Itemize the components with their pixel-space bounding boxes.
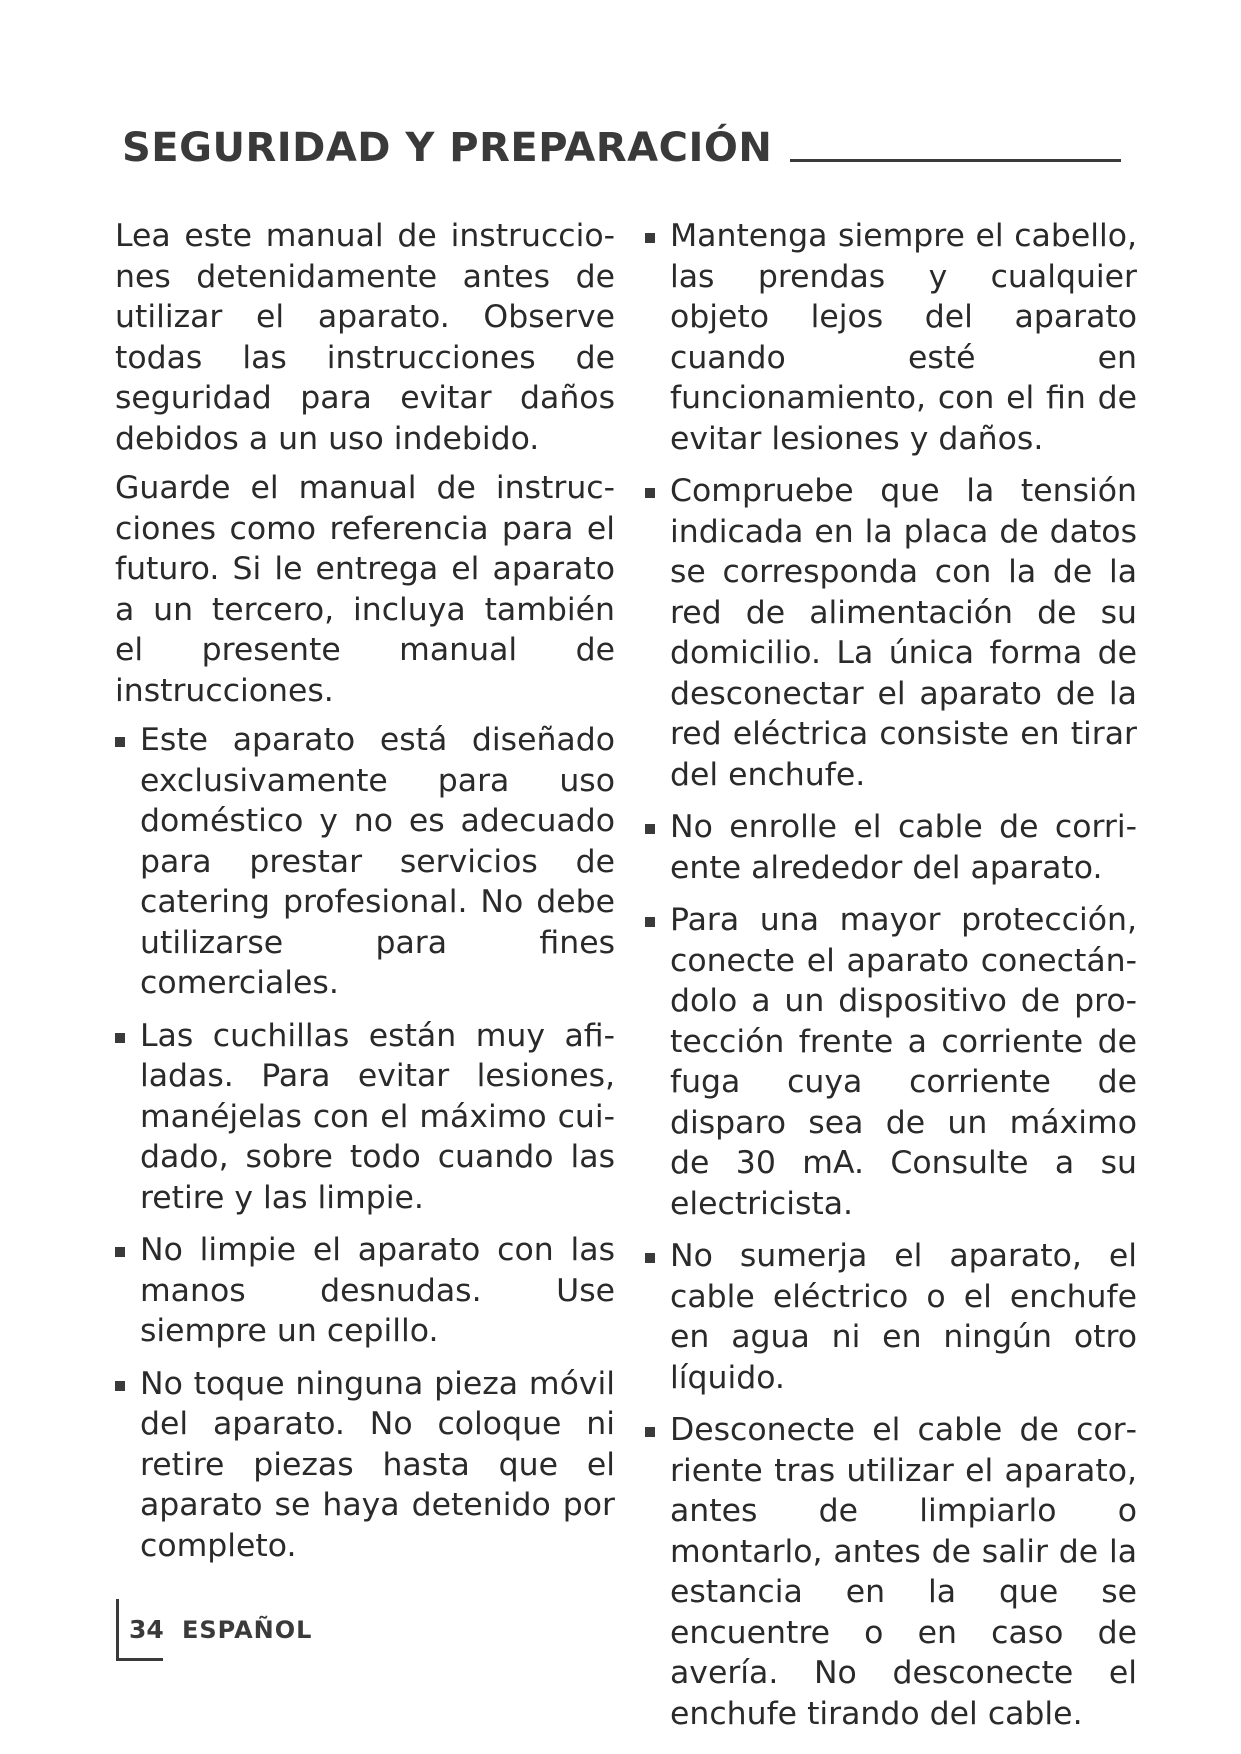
page-number: 34 — [129, 1615, 164, 1644]
safety-item — [115, 1230, 615, 1352]
footer-bracket-vertical — [116, 1599, 119, 1661]
safety-item-text: Para una mayor protección, conecte el aparato conectándolo a un dispositivo de protección frente a corriente de fuga cuya corriente de disparo sea de un máximo de 30 mA. Consulte a su electricista. — [670, 902, 1137, 1222]
footer-language: ESPAÑOL — [182, 1616, 313, 1644]
safety-item-text: Compruebe que la tensión indicada en la placa de datos se corresponda con la de la red de alimentación de su domicilio. La única forma de desconectar el aparato de la red eléctrica consiste en tirar del enchufe. — [670, 473, 1137, 793]
page-header — [122, 110, 1122, 170]
safety-item-text: Las cuchillas están muy afiladas. Para evitar lesiones, manéjelas con el máximo cuidado, sobre todo cuando las retire y las limpie. — [140, 1017, 615, 1216]
safety-item — [115, 1364, 615, 1567]
square-bullet-icon — [645, 488, 655, 498]
intro-paragraph: Lea este manual de instrucciones detenidamente antes de utilizar el aparato. Observe todas las instrucciones de seguridad para evitar daños debidos a un uso indebido. — [115, 218, 615, 457]
safety-item — [645, 471, 1137, 795]
square-bullet-icon — [115, 1381, 125, 1391]
intro-paragraph: Guarde el manual de instrucciones como referencia para el futuro. Si le entrega el aparato a un tercero, incluya también el presente manual de instrucciones. — [115, 470, 615, 709]
header-rule — [790, 159, 1121, 162]
safety-item-text: Este aparato está diseñado exclusivamente para uso doméstico y no es adecuado para prestar servicios de catering profesional. No debe utilizarse para fines comerciales. — [140, 722, 615, 1001]
safety-item — [645, 1410, 1137, 1734]
square-bullet-icon — [645, 824, 655, 834]
footer-bracket-horizontal — [116, 1658, 163, 1661]
safety-item-text: Mantenga siempre el cabello, las prendas y cualquier objeto lejos del aparato cuando esté en funcionamiento, con el fin de evitar lesiones y daños. — [670, 218, 1137, 457]
square-bullet-icon — [645, 233, 655, 243]
square-bullet-icon — [645, 917, 655, 927]
safety-item — [645, 216, 1137, 459]
right-column — [645, 216, 1137, 1746]
safety-item — [645, 900, 1137, 1224]
square-bullet-icon — [115, 1033, 125, 1043]
safety-item-text: No enrolle el cable de corriente alrededor del aparato. — [670, 809, 1137, 886]
safety-item — [115, 720, 615, 1004]
safety-item — [115, 1016, 615, 1219]
page-title: SEGURIDAD Y PREPARACIÓN — [122, 125, 773, 171]
safety-item-text: Desconecte el cable de corriente tras utilizar el aparato, antes de limpiarlo o montarlo, antes de salir de la estancia en la que se encuentre o en caso de avería. No desconecte el enchufe tirando del cable. — [670, 1412, 1137, 1732]
safety-item-text: No limpie el aparato con las manos desnudas. Use siempre un cepillo. — [140, 1232, 615, 1349]
square-bullet-icon — [115, 1247, 125, 1257]
square-bullet-icon — [645, 1427, 655, 1437]
safety-item — [645, 1236, 1137, 1398]
safety-item — [645, 807, 1137, 888]
safety-item-text: No toque ninguna pieza móvil del aparato. No coloque ni retire piezas hasta que el aparato se haya detenido por completo. — [140, 1365, 615, 1564]
square-bullet-icon — [645, 1253, 655, 1263]
safety-item-text: No sumerja el aparato, el cable eléctrico o el enchufe en agua ni en ningún otro líquido. — [670, 1238, 1137, 1396]
left-column — [115, 216, 615, 1578]
square-bullet-icon — [115, 737, 125, 747]
